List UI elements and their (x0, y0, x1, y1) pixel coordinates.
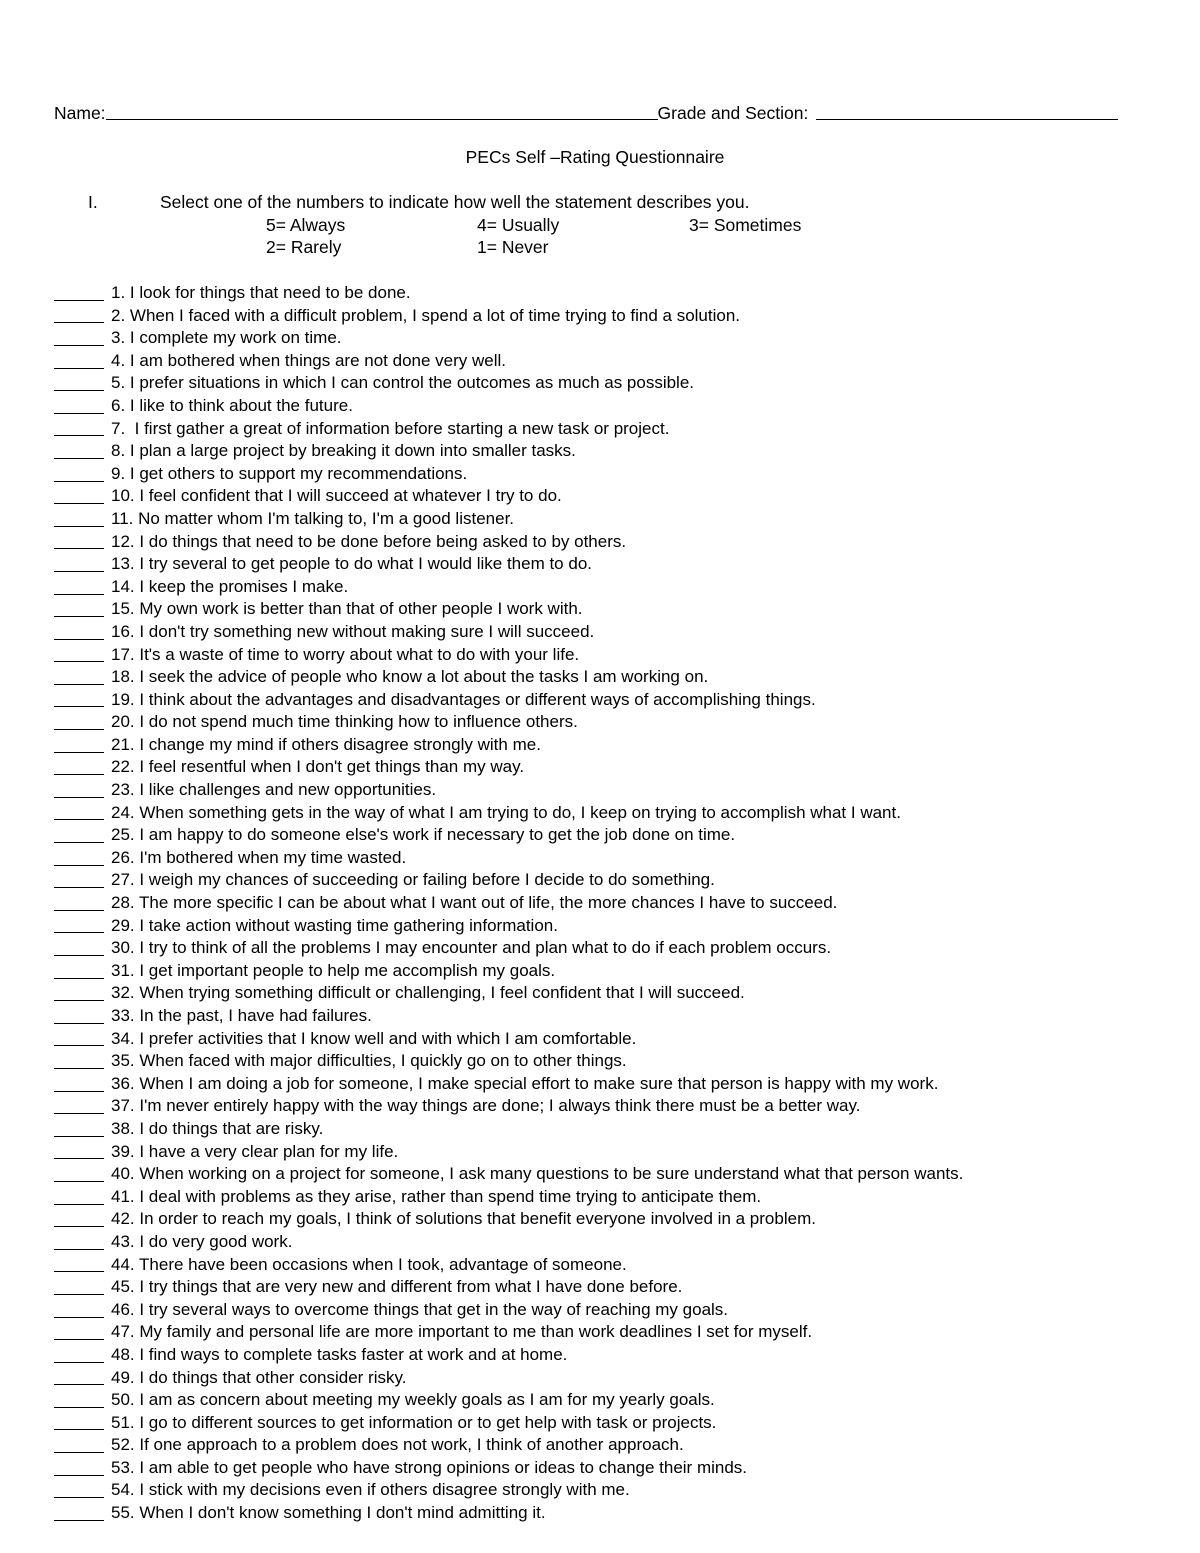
statement-item (54, 1299, 963, 1322)
rating-answer-blank[interactable] (54, 1045, 104, 1046)
statement-item (54, 1050, 963, 1073)
rating-answer-blank[interactable] (54, 390, 104, 391)
statement-item (54, 282, 963, 305)
rating-answer-blank[interactable] (54, 1000, 104, 1001)
statement-item (54, 711, 963, 734)
rating-answer-blank[interactable] (54, 435, 104, 436)
statement-text: 55. When I don't know something I don't mind admitting it. (111, 1503, 546, 1523)
page-title: PECs Self –Rating Questionnaire (465, 147, 725, 167)
statement-text: 25. I am happy to do someone else's work if necessary to get the job done on time. (111, 825, 736, 845)
statement-item (54, 734, 963, 757)
grade-section-field-line[interactable] (816, 119, 1118, 120)
statement-text: 8. I plan a large project by breaking it down into smaller tasks. (111, 441, 576, 461)
rating-answer-blank[interactable] (54, 458, 104, 459)
statement-item (54, 960, 963, 983)
statement-text: 45. I try things that are very new and different from what I have done before. (111, 1277, 683, 1297)
rating-answer-blank[interactable] (54, 1384, 104, 1385)
statement-text: 4. I am bothered when things are not done very well. (111, 350, 507, 370)
rating-answer-blank[interactable] (54, 978, 104, 979)
statement-text: 7. I first gather a great of information before starting a new task or project. (111, 418, 670, 438)
statement-text: 46. I try several ways to overcome things that get in the way of reaching my goals. (111, 1299, 729, 1319)
rating-answer-blank[interactable] (54, 819, 104, 820)
statement-item (54, 1095, 963, 1118)
rating-answer-blank[interactable] (54, 571, 104, 572)
statement-text: 5. I prefer situations in which I can control the outcomes as much as possible. (111, 373, 695, 393)
rating-answer-blank[interactable] (54, 1339, 104, 1340)
rating-answer-blank[interactable] (54, 1226, 104, 1227)
statement-text: 47. My family and personal life are more important to me than work deadlines I set for myself. (111, 1322, 813, 1342)
statement-text: 39. I have a very clear plan for my life. (111, 1141, 399, 1161)
statement-text: 35. When faced with major difficulties, I quickly go on to other things. (111, 1051, 627, 1071)
rating-answer-blank[interactable] (54, 322, 104, 323)
statement-text: 15. My own work is better than that of other people I work with. (111, 599, 583, 619)
statement-text: 34. I prefer activities that I know well and with which I am comfortable. (111, 1028, 637, 1048)
statement-item (54, 621, 963, 644)
statement-text: 40. When working on a project for someone, I ask many questions to be sure understand what that person wants. (111, 1164, 964, 1184)
rating-answer-blank[interactable] (54, 797, 104, 798)
statement-text: 12. I do things that need to be done before being asked to by others. (111, 531, 627, 551)
rating-answer-blank[interactable] (54, 1181, 104, 1182)
statement-item (54, 915, 963, 938)
statement-item (54, 372, 963, 395)
header-row (54, 100, 1118, 124)
instruction-text: Select one of the numbers to indicate how well the statement describes you. (160, 192, 750, 212)
scale-always: 5= Always (266, 215, 346, 235)
statement-text: 43. I do very good work. (111, 1231, 293, 1251)
statement-item (54, 485, 963, 508)
statement-item (54, 1412, 963, 1435)
statement-item (54, 937, 963, 960)
rating-answer-blank[interactable] (54, 684, 104, 685)
statement-item (54, 598, 963, 621)
statement-item (54, 1457, 963, 1480)
rating-answer-blank[interactable] (54, 1452, 104, 1453)
rating-answer-blank[interactable] (54, 1429, 104, 1430)
statement-item (54, 1502, 963, 1525)
name-field-line[interactable] (106, 119, 658, 120)
rating-answer-blank[interactable] (54, 1023, 104, 1024)
instruction-number: I. (88, 192, 98, 212)
statement-text: 29. I take action without wasting time gathering information. (111, 915, 558, 935)
scale-rarely: 2= Rarely (266, 237, 342, 257)
statement-text: 52. If one approach to a problem does not work, I think of another approach. (111, 1435, 684, 1455)
statement-item (54, 350, 963, 373)
statement-item (54, 1028, 963, 1051)
statement-item (54, 1118, 963, 1141)
statement-text: 16. I don't try something new without making sure I will succeed. (111, 621, 595, 641)
statement-item (54, 1389, 963, 1412)
statement-item (54, 1186, 963, 1209)
statement-text: 6. I like to think about the future. (111, 395, 353, 415)
statement-text: 13. I try several to get people to do what I would like them to do. (111, 554, 592, 574)
rating-answer-blank[interactable] (54, 1271, 104, 1272)
statement-item (54, 440, 963, 463)
statement-text: 41. I deal with problems as they arise, rather than spend time trying to anticipate them. (111, 1186, 762, 1206)
statement-text: 22. I feel resentful when I don't get things than my way. (111, 757, 525, 777)
statement-item (54, 689, 963, 712)
rating-answer-blank[interactable] (54, 345, 104, 346)
rating-answer-blank[interactable] (54, 368, 104, 369)
scale-usually: 4= Usually (477, 215, 560, 235)
statement-item (54, 869, 963, 892)
rating-answer-blank[interactable] (54, 1497, 104, 1498)
statement-item (54, 395, 963, 418)
rating-answer-blank[interactable] (54, 1068, 104, 1069)
rating-answer-blank[interactable] (54, 526, 104, 527)
rating-answer-blank[interactable] (54, 300, 104, 301)
statement-text: 50. I am as concern about meeting my weekly goals as I am for my yearly goals. (111, 1390, 715, 1410)
rating-answer-blank[interactable] (54, 1407, 104, 1408)
statement-text: 1. I look for things that need to be done. (111, 283, 411, 302)
rating-answer-blank[interactable] (54, 1204, 104, 1205)
rating-answer-blank[interactable] (54, 503, 104, 504)
rating-answer-blank[interactable] (54, 1091, 104, 1092)
rating-answer-blank[interactable] (54, 865, 104, 866)
statement-item (54, 531, 963, 554)
statement-text: 23. I like challenges and new opportunities. (111, 780, 437, 800)
rating-answer-blank[interactable] (54, 594, 104, 595)
statement-item (54, 1479, 963, 1502)
statement-item (54, 1005, 963, 1028)
rating-answer-blank[interactable] (54, 932, 104, 933)
statement-text: 54. I stick with my decisions even if others disagree strongly with me. (111, 1480, 630, 1500)
statement-text: 44. There have been occasions when I took, advantage of someone. (111, 1254, 627, 1274)
statement-text: 48. I find ways to complete tasks faster at work and at home. (111, 1344, 568, 1364)
statement-item (54, 1276, 963, 1299)
statement-text: 26. I'm bothered when my time wasted. (111, 847, 407, 867)
rating-answer-blank[interactable] (54, 955, 104, 956)
statement-text: 27. I weigh my chances of succeeding or failing before I decide to do something. (111, 870, 715, 890)
rating-answer-blank[interactable] (54, 887, 104, 888)
statement-item (54, 1141, 963, 1164)
statement-item (54, 666, 963, 689)
statement-item (54, 1367, 963, 1390)
statement-text: 49. I do things that other consider risky. (111, 1367, 407, 1387)
statement-item (54, 1434, 963, 1457)
statement-text: 37. I'm never entirely happy with the way things are done; I always think there must be a better way. (111, 1096, 861, 1116)
statement-item (54, 824, 963, 847)
statement-text: 2. When I faced with a difficult problem, I spend a lot of time trying to find a solution. (111, 305, 741, 325)
statement-item (54, 1254, 963, 1277)
statement-item (54, 1321, 963, 1344)
statement-list (54, 282, 963, 1525)
statement-item (54, 892, 963, 915)
rating-answer-blank[interactable] (54, 1113, 104, 1114)
statement-text: 42. In order to reach my goals, I think of solutions that benefit everyone involved in a problem. (111, 1209, 816, 1229)
rating-answer-blank[interactable] (54, 413, 104, 414)
statement-item (54, 327, 963, 350)
statement-item (54, 982, 963, 1005)
statement-item (54, 779, 963, 802)
statement-item (54, 576, 963, 599)
scale-sometimes: 3= Sometimes (689, 215, 802, 235)
statement-text: 31. I get important people to help me accomplish my goals. (111, 960, 556, 980)
statement-item (54, 756, 963, 779)
statement-text: 17. It's a waste of time to worry about what to do with your life. (111, 644, 580, 664)
rating-answer-blank[interactable] (54, 639, 104, 640)
rating-answer-blank[interactable] (54, 1294, 104, 1295)
statement-text: 30. I try to think of all the problems I may encounter and plan what to do if each problem occurs. (111, 938, 832, 958)
statement-text: 38. I do things that are risky. (111, 1118, 324, 1138)
statement-text: 28. The more specific I can be about what I want out of life, the more chances I have to succeed. (111, 893, 838, 913)
statement-item (54, 1231, 963, 1254)
scale-never: 1= Never (477, 237, 549, 257)
rating-answer-blank[interactable] (54, 548, 104, 549)
statement-item (54, 1208, 963, 1231)
statement-text: 9. I get others to support my recommendations. (111, 463, 468, 483)
rating-answer-blank[interactable] (54, 1362, 104, 1363)
rating-answer-blank[interactable] (54, 1475, 104, 1476)
rating-answer-blank[interactable] (54, 1158, 104, 1159)
rating-answer-blank[interactable] (54, 661, 104, 662)
grade-section-label: Grade and Section: (657, 103, 809, 123)
statement-item (54, 305, 963, 328)
statement-text: 51. I go to different sources to get information or to get help with task or projects. (111, 1412, 717, 1432)
rating-answer-blank[interactable] (54, 1136, 104, 1137)
statement-item (54, 553, 963, 576)
rating-answer-blank[interactable] (54, 706, 104, 707)
rating-answer-blank[interactable] (54, 1317, 104, 1318)
statement-item (54, 1073, 963, 1096)
statement-text: 32. When trying something difficult or challenging, I feel confident that I will succeed. (111, 983, 745, 1003)
statement-item (54, 847, 963, 870)
statement-item (54, 463, 963, 486)
rating-answer-blank[interactable] (54, 910, 104, 911)
statement-text: 19. I think about the advantages and disadvantages or different ways of accomplishing things. (111, 689, 816, 709)
statement-item (54, 644, 963, 667)
statement-item (54, 1344, 963, 1367)
statement-text: 21. I change my mind if others disagree strongly with me. (111, 734, 541, 754)
statement-text: 24. When something gets in the way of what I am trying to do, I keep on trying to accomplish what I want. (111, 802, 901, 822)
statement-item (54, 418, 963, 441)
statement-text: 20. I do not spend much time thinking how to influence others. (111, 712, 578, 732)
statement-text: 11. No matter whom I'm talking to, I'm a good listener. (111, 508, 515, 528)
rating-answer-blank[interactable] (54, 481, 104, 482)
statement-text: 36. When I am doing a job for someone, I make special effort to make sure that person is happy with my work. (111, 1073, 939, 1093)
rating-answer-blank[interactable] (54, 774, 104, 775)
statement-text: 53. I am able to get people who have strong opinions or ideas to change their minds. (111, 1457, 748, 1477)
statement-text: 3. I complete my work on time. (111, 328, 342, 348)
statement-text: 10. I feel confident that I will succeed at whatever I try to do. (111, 486, 562, 506)
rating-answer-blank[interactable] (54, 1520, 104, 1521)
rating-answer-blank[interactable] (54, 1249, 104, 1250)
statement-text: 14. I keep the promises I make. (111, 576, 349, 596)
rating-answer-blank[interactable] (54, 842, 104, 843)
name-label: Name: (54, 103, 106, 123)
statement-item (54, 508, 963, 531)
statement-item (54, 1163, 963, 1186)
rating-answer-blank[interactable] (54, 729, 104, 730)
statement-text: 18. I seek the advice of people who know a lot about the tasks I am working on. (111, 667, 709, 687)
statement-item (54, 802, 963, 825)
statement-text: 33. In the past, I have had failures. (111, 1006, 372, 1025)
rating-answer-blank[interactable] (54, 616, 104, 617)
rating-answer-blank[interactable] (54, 752, 104, 753)
